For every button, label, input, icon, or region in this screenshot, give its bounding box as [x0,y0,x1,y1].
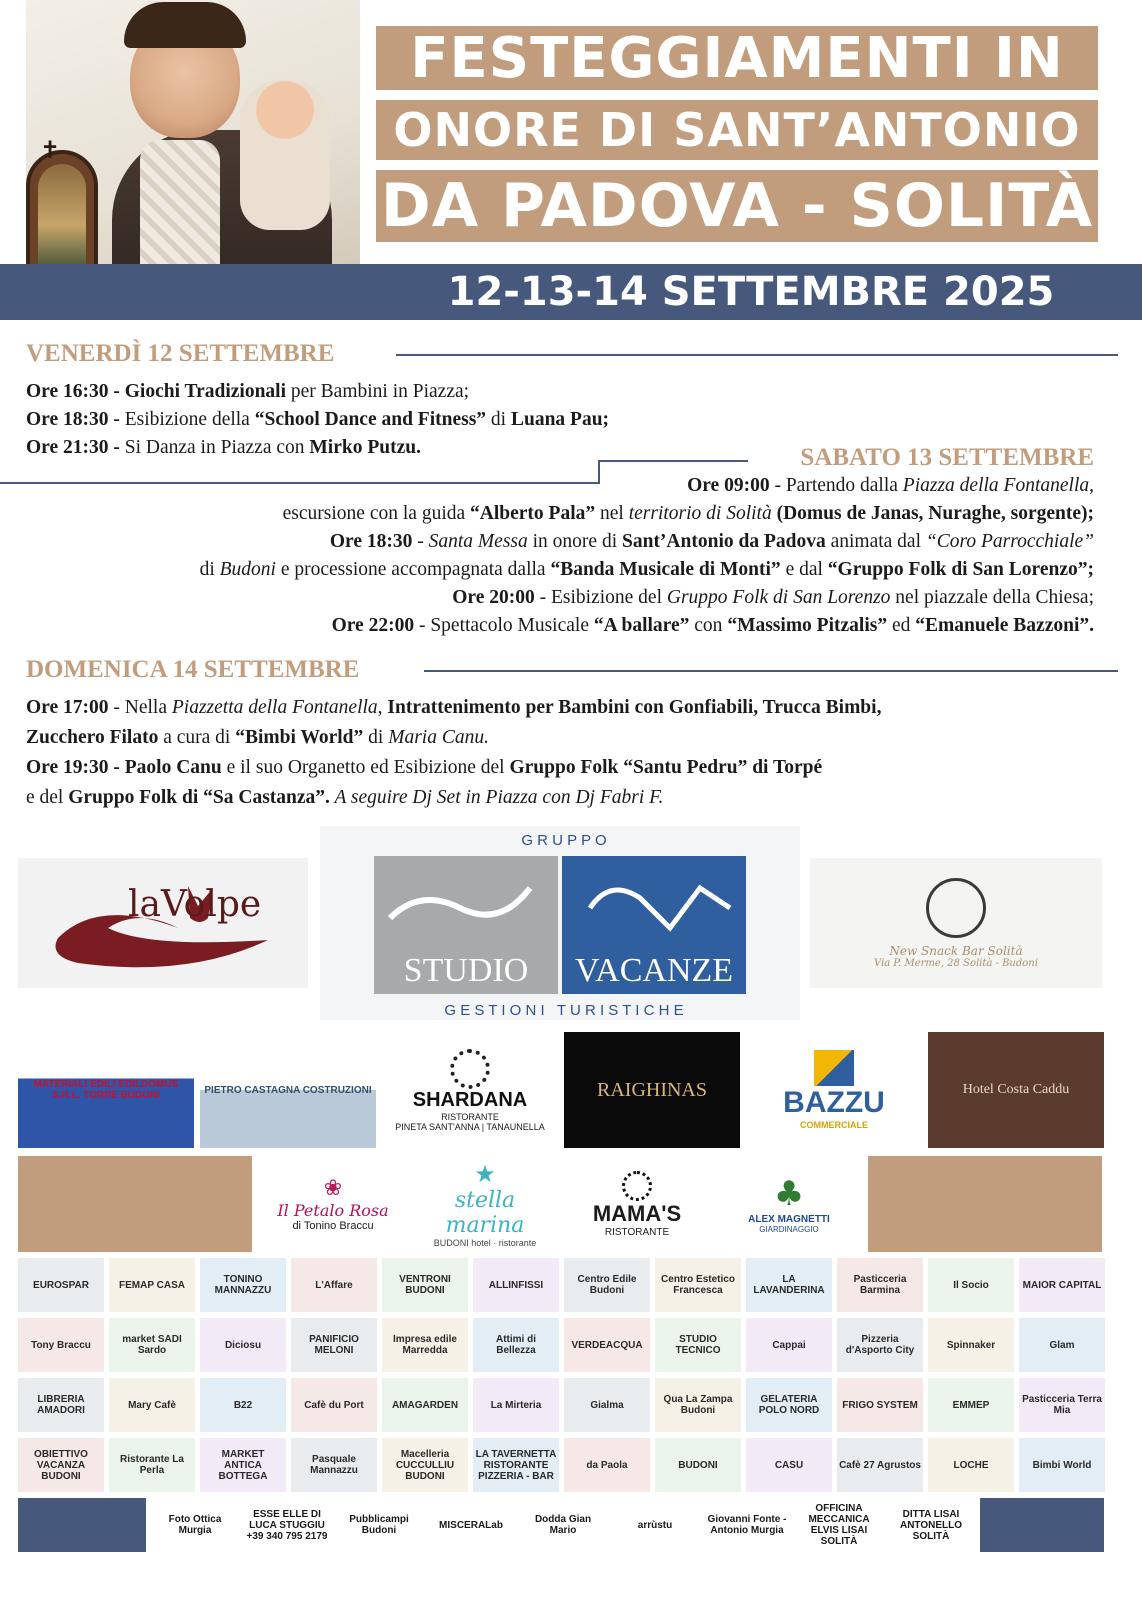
sponsor-logo: Giovanni Fonte - Antonio Murgia [704,1498,790,1552]
friday-heading: VENERDÌ 12 SETTEMBRE [26,340,335,367]
title-line-2: ONORE DI SANT’ANTONIO [376,100,1098,160]
studio-logo: STUDIO [374,856,558,994]
sponsor-logo: Centro Edile Budoni [564,1258,650,1312]
sponsor-hotel-costa-caddu: Hotel Costa Caddu [928,1032,1104,1148]
friday-rule [396,354,1118,356]
saturday-line-6: Ore 22:00 - Spettacolo Musicale “A ballare” con “Massimo Pitzalis” ed “Emanuele Bazzoni”. [331,615,1094,636]
title-line-1: FESTEGGIAMENTI IN [376,26,1098,90]
religious-painting-icon [26,150,98,278]
sponsor-logo: BUDONI [655,1438,741,1492]
sponsor-logo: LA TAVERNETTA RISTORANTE PIZZERIA - BAR [473,1438,559,1492]
sponsor-logo: AMAGARDEN [382,1378,468,1432]
lavolpe-logo-text: laVolpe [128,884,262,925]
sponsor-logo: Pasticceria Barmina [837,1258,923,1312]
sponsor-logo: Gialma [564,1378,650,1432]
sponsor-logo: Glam [1019,1318,1105,1372]
sponsor-logo: MISCERALab [428,1498,514,1552]
sponsor-logo: Mary Cafè [109,1378,195,1432]
sponsor-logo: Pubblicampi Budoni [336,1498,422,1552]
sponsor-logo: Cappai [746,1318,832,1372]
sponsor-logo: FEMAP CASA [109,1258,195,1312]
sponsor-logo: arrùstu [612,1498,698,1552]
shardana-sun-icon [450,1049,490,1089]
child-figure [240,80,330,230]
sunday-line-3: Ore 19:30 - Paolo Canu e il suo Organetto ed Esibizione del Gruppo Folk “Santu Pedru” di Torpé [26,757,823,778]
sponsor-logo: market SADI Sardo [109,1318,195,1372]
sponsor-logo: Impresa edile Marredda [382,1318,468,1372]
sunday-line-1: Ore 17:00 - Nella Piazzetta della Fontanella, Intrattenimento per Bambini con Gonfiabili, Trucca Bimbi, [26,697,882,718]
sponsor-logo: LOCHE [928,1438,1014,1492]
sponsor-logo: Tony Braccu [18,1318,104,1372]
sponsor-logo: Pizzeria d'Asporto City [837,1318,923,1372]
sponsor-logo: ALLINFISSI [473,1258,559,1312]
saturday-line-4: di Budoni e processione accompagnata dalla “Banda Musicale di Monti” e dal “Gruppo Folk di San Lorenzo”; [199,559,1094,580]
saturday-line-5: Ore 20:00 - Esibizione del Gruppo Folk di San Lorenzo nel piazzale della Chiesa; [452,587,1094,608]
sponsor-logo: da Paola [564,1438,650,1492]
sponsor-logo: OFFICINA MECCANICA ELVIS LISAI SOLITÀ [796,1498,882,1552]
wave-mountain-icon [570,868,740,938]
sponsor-logo: Centro Estetico Francesca [655,1258,741,1312]
sponsor-edildomus: MATERIALI EDILI EDILDOMUS S.R.L. TORPÈ BUDONI [18,1032,194,1148]
tan-spacer-left [18,1156,252,1252]
saturday-line-2: escursione con la guida “Alberto Pala” nel territorio di Solità (Domus de Janas, Nuraghe, sorgente); [282,503,1094,524]
sponsor-logo: LIBRERIA AMADORI [18,1378,104,1432]
sponsor-logo: Macelleria CUCCULLIU BUDONI [382,1438,468,1492]
sponsor-shardana: SHARDANA RISTORANTE PINETA SANT'ANNA | TANAUNELLA [382,1032,558,1148]
cross-icon: ✝ [40,136,61,164]
friday-line-3: Ore 21:30 - Si Danza in Piazza con Mirko Putzu. [26,437,421,458]
sponsor-logo: Diciosu [200,1318,286,1372]
sponsor-logo: DITTA LISAI ANTONELLO SOLITÀ [888,1498,974,1552]
tan-spacer-right [868,1156,1102,1252]
bazzu-house-icon [814,1050,854,1086]
sponsor-alex-magnetti: ♣ ALEX MAGNETTI GIARDINAGGIO [716,1156,862,1252]
navy-spacer-left [18,1498,146,1552]
mamas-emblem-icon [622,1171,652,1201]
friday-line-1: Ore 16:30 - Giochi Tradizionali per Bambini in Piazza; [26,381,470,402]
saturday-rule-left [0,482,600,484]
sunday-line-2: Zucchero Filato a cura di “Bimbi World” di Maria Canu. [26,727,489,748]
sponsor-logo: EMMEP [928,1378,1014,1432]
sponsor-logo: L'Affare [291,1258,377,1312]
snack-bar-emblem-icon [926,878,986,938]
rose-icon: ❀ [323,1176,343,1201]
saturday-line-3: Ore 18:30 - Santa Messa in onore di Sant’Antonio da Padova animata dal “Coro Parrocchiale” [329,531,1094,552]
title-line-3: DA PADOVA - SOLITÀ [376,170,1098,242]
gestioni-text: G E S T I O N I T U R I S T I C H E [444,1002,684,1019]
sponsor-logo: Foto Ottica Murgia [152,1498,238,1552]
sponsor-logo: CASU [746,1438,832,1492]
statue-hair [124,2,246,48]
sponsor-logo: Attimi di Bellezza [473,1318,559,1372]
saturday-line-1: Ore 09:00 - Partendo dalla Piazza della Fontanella, [687,475,1094,496]
sponsor-logo: La Mirteria [473,1378,559,1432]
sponsor-stella-marina: ★ stella marina BUDONI hotel · ristorante [412,1156,558,1252]
friday-line-2: Ore 18:30 - Esibizione della “School Dance and Fitness” di Luana Pau; [26,409,610,430]
sponsor-logo: ESSE ELLE DI LUCA STUGGIU +39 340 795 2179 [244,1498,330,1552]
sponsor-logo: MARKET ANTICA BOTTEGA [200,1438,286,1492]
sponsor-logo: LA LAVANDERINA [746,1258,832,1312]
tree-icon: ♣ [773,1174,805,1214]
sponsor-logo: OBIETTIVO VACANZA BUDONI [18,1438,104,1492]
sunday-heading: DOMENICA 14 SETTEMBRE [26,656,360,683]
sponsor-logo: PANIFICIO MELONI [291,1318,377,1372]
sponsor-logo: FRIGO SYSTEM [837,1378,923,1432]
sponsor-logo: Il Socio [928,1258,1014,1312]
sponsor-logo: B22 [200,1378,286,1432]
sponsor-logo: MAIOR CAPITAL [1019,1258,1105,1312]
sponsor-logo: Cafè 27 Agrustos [837,1438,923,1492]
sponsor-bazzu: BAZZU COMMERCIALE [746,1032,922,1148]
sponsor-logo: Dodda Gian Mario [520,1498,606,1552]
sponsor-logo: VERDEACQUA [564,1318,650,1372]
sponsor-logo: GELATERIA POLO NORD [746,1378,832,1432]
event-dates: 12-13-14 SETTEMBRE 2025 [447,269,1055,315]
sponsor-raighinas: RAIGHINAS [564,1032,740,1148]
sponsor-logo: EUROSPAR [18,1258,104,1312]
sponsor-logo: VENTRONI BUDONI [382,1258,468,1312]
sponsor-logo: Pasquale Mannazzu [291,1438,377,1492]
sponsor-logo: Spinnaker [928,1318,1014,1372]
sponsor-logo: Pasticceria Terra Mia [1019,1378,1105,1432]
vacanze-logo: VACANZE [562,856,746,994]
saturday-heading: SABATO 13 SETTEMBRE [800,444,1094,471]
sponsor-mamas: MAMA'S RISTORANTE [564,1156,710,1252]
sponsor-logo: STUDIO TECNICO [655,1318,741,1372]
saturday-rule-top [598,460,748,462]
saturday-rule-step [598,460,600,484]
wave-s-icon [380,868,550,938]
sponsor-new-snack-bar: New Snack Bar Solità Via P. Merme, 28 Solità - Budoni [810,858,1102,988]
sponsor-petalo-rosa: ❀ Il Petalo Rosa di Tonino Braccu [260,1156,406,1252]
sponsor-logo: Bimbi World [1019,1438,1105,1492]
sponsor-logo: Ristorante La Perla [109,1438,195,1492]
navy-spacer-right [980,1498,1104,1552]
starfish-icon: ★ [474,1160,496,1188]
sponsor-logo: Cafè du Port [291,1378,377,1432]
sunday-line-4: e del Gruppo Folk di “Sa Castanza”. A seguire Dj Set in Piazza con Dj Fabri F. [26,787,664,808]
sponsor-logo: TONINO MANNAZZU [200,1258,286,1312]
sunday-rule [424,670,1118,672]
sponsor-logo: Qua La Zampa Budoni [655,1378,741,1432]
sponsor-pietro-castagna: PIETRO CASTAGNA COSTRUZIONI [200,1032,376,1148]
gruppo-text: G R U P P O [521,832,607,849]
